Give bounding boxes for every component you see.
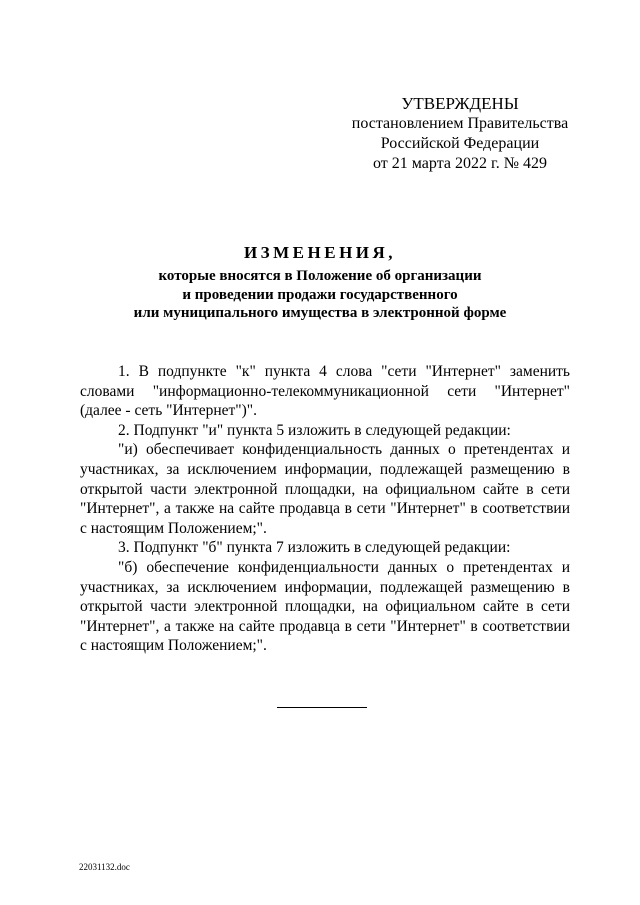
approval-line-2: Российской Федерации bbox=[380, 135, 540, 152]
document-title: ИЗМЕНЕНИЯ, bbox=[243, 243, 397, 262]
paragraph-5: "б) обеспечение конфиденциальности данных о претендентах и участниках, за исключением информации, подлежащей размещению в открытой части электронной площадки, на официальном сайте в сети "Интернет", а также на сайте продавца в сети "Интернет" в соответствии с настоящим Положением;". bbox=[80, 558, 570, 655]
approval-heading: УТВЕРЖДЕНЫ bbox=[401, 94, 519, 113]
paragraph-3: "и) обеспечивает конфиденциальность данных о претендентах и участниках, за исключением информации, подлежащей размещению в открытой части электронной площадки, на официальном сайте в сети "Интернет", а также на сайте продавца в сети "Интернет" в соответствии с настоящим Положением;". bbox=[80, 441, 570, 537]
paragraph-2: 2. Подпункт "и" пункта 5 изложить в следующей редакции: bbox=[118, 421, 511, 439]
document-subtitle bbox=[60, 267, 580, 323]
subtitle-line-3: или муниципального имущества в электронной форме bbox=[133, 305, 507, 321]
footer-filename: 22031132.doc bbox=[79, 862, 130, 872]
separator-line bbox=[277, 707, 367, 708]
paragraph-1: 1. В подпункте "к" пункта 4 слова "сети "Интернет" заменить словами "информационно-телекоммуникационной сети "Интернет" (далее - сеть "Интернет")". bbox=[80, 363, 570, 420]
approval-block bbox=[340, 94, 580, 174]
paragraph-4: 3. Подпункт "б" пункта 7 изложить в следующей редакции: bbox=[118, 539, 511, 557]
subtitle-line-1: которые вносятся в Положение об организации bbox=[158, 268, 482, 284]
subtitle-line-2: и проведении продажи государственного bbox=[182, 286, 458, 303]
approval-line-3: от 21 марта 2022 г. № 429 bbox=[373, 155, 547, 172]
document-body bbox=[80, 362, 570, 656]
approval-line-1: постановлением Правительства bbox=[351, 115, 569, 132]
